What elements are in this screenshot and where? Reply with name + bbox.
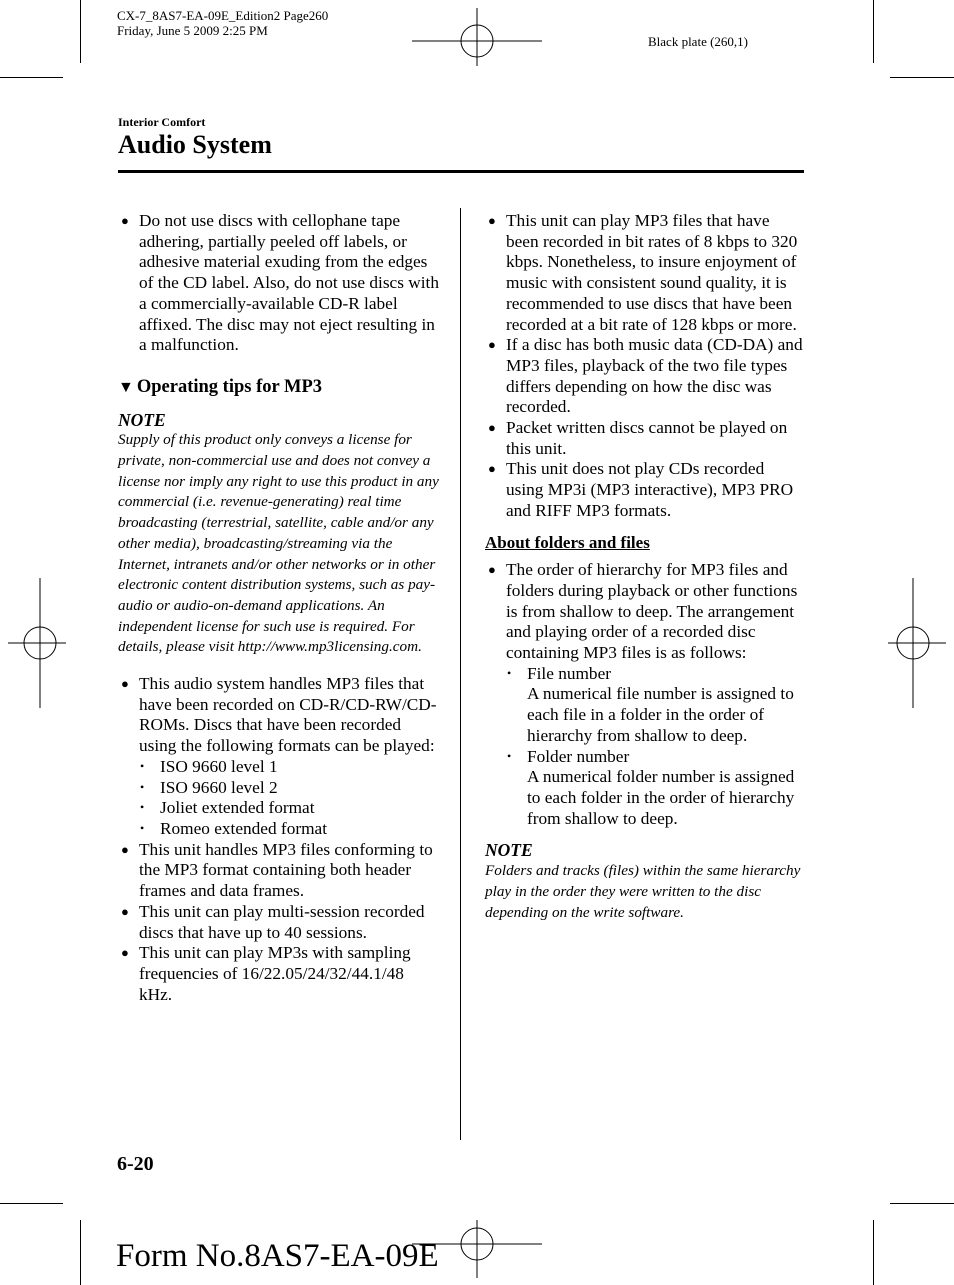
list-item xyxy=(118,943,440,1005)
bullet-text: This audio system handles MP3 files that have been recorded on CD-R/CD-RW/CD-ROMs. Discs that have been recorded using the following formats can be played: xyxy=(139,674,437,756)
format-text: Romeo extended format xyxy=(160,818,327,838)
left-column xyxy=(118,211,440,1005)
note-title: NOTE xyxy=(485,840,533,861)
bullet-text: The order of hierarchy for MP3 files and folders during playback or other functions is from shallow to deep. The arrangement and playing order of a recorded disc containing MP3 files is as follows: xyxy=(506,560,798,663)
sub-list-item xyxy=(485,664,805,685)
file-info-line1: CX-7_8AS7-EA-09E_Edition2 Page260 xyxy=(117,8,329,23)
crop-mark xyxy=(80,1220,81,1285)
crop-mark xyxy=(890,1203,954,1204)
registration-mark-icon xyxy=(8,578,66,708)
small-bullet-icon: • xyxy=(140,758,145,773)
bullet-icon: ● xyxy=(488,420,496,436)
bullet-icon: ● xyxy=(121,676,129,692)
list-item xyxy=(485,418,805,459)
right-column xyxy=(485,211,805,923)
list-item xyxy=(118,840,440,902)
list-item xyxy=(485,560,805,664)
page-title: Audio System xyxy=(118,130,272,159)
bullet-icon: ● xyxy=(488,337,496,353)
plate-label: Black plate (260,1) xyxy=(648,34,748,49)
sub-item-description: A numerical folder number is assigned to each folder in the order of hierarchy from shallow to deep. xyxy=(527,767,795,828)
file-info xyxy=(117,8,328,38)
format-text: ISO 9660 level 1 xyxy=(160,756,278,776)
bullet-text: This unit can play multi-session recorded discs that have up to 40 sessions. xyxy=(139,901,425,942)
bullet-text: This unit can play MP3s with sampling frequencies of 16/22.05/24/32/44.1/48 kHz. xyxy=(139,943,411,1004)
registration-mark-icon xyxy=(888,578,946,708)
bullet-icon: ● xyxy=(121,841,129,857)
list-item xyxy=(485,459,805,521)
bullet-text: This unit can play MP3 files that have been recorded in bit rates of 8 kbps to 320 kbps. Nonetheless, to insure enjoyment of music with consistent sound quality, it is recommended to use discs that have been recorded at a bit rate of 128 kbps or more. xyxy=(506,211,798,334)
format-text: Joliet extended format xyxy=(160,798,315,818)
list-item xyxy=(118,674,440,757)
subsection-heading: About folders and files xyxy=(485,532,650,552)
form-number: Form No.8AS7-EA-09E xyxy=(116,1238,439,1274)
bullet-icon: ● xyxy=(121,945,129,961)
small-bullet-icon: • xyxy=(140,779,145,794)
sub-list-item xyxy=(118,798,440,819)
list-item xyxy=(485,335,805,418)
crop-mark xyxy=(890,77,954,78)
title-rule xyxy=(118,170,804,173)
small-bullet-icon: • xyxy=(507,665,512,680)
bullet-text: If a disc has both music data (CD-DA) and MP3 files, playback of the two file types differs depending on how the disc was recorded. xyxy=(506,335,803,417)
sub-item-label: File number xyxy=(527,663,611,683)
crop-mark xyxy=(873,0,874,63)
bullet-icon: ● xyxy=(488,213,496,228)
bullet-icon: ● xyxy=(121,903,129,919)
bullet-icon: ● xyxy=(488,562,496,578)
bullet-text: Packet written discs cannot be played on this unit. xyxy=(506,418,788,458)
bullet-icon: ● xyxy=(488,461,496,477)
section-label: Interior Comfort xyxy=(118,115,206,129)
section-heading xyxy=(118,377,440,399)
file-info-line2: Friday, June 5 2009 2:25 PM xyxy=(117,23,268,38)
sub-list-item xyxy=(485,747,805,768)
small-bullet-icon: • xyxy=(140,800,145,815)
sub-list-item xyxy=(118,757,440,778)
sub-list-item xyxy=(118,778,440,799)
crop-mark xyxy=(0,77,63,78)
small-bullet-icon: • xyxy=(140,820,145,835)
column-divider xyxy=(460,208,461,1140)
list-item xyxy=(118,902,440,943)
bullet-text: This unit does not play CDs recorded using MP3i (MP3 interactive), MP3 PRO and RIFF MP3 formats. xyxy=(506,459,794,520)
note-body: Folders and tracks (files) within the same hierarchy play in the order they were written to the disc depending on the write software. xyxy=(485,862,801,921)
note-body: Supply of this product only conveys a license for private, non-commercial use and does not convey a license nor imply any right to use this product in any commercial (i.e. revenue-generating) real time broadcasting (terrestrial, satellite, cable and/or any other media), broadcasting/streaming via the Internet, intranets and/or other networks or in other electronic content distribution systems, such as pay-audio or audio-on-demand applications. An independent license for such use is required. For details, please visit http://www.mp3licensing.com. xyxy=(118,431,439,656)
crop-mark xyxy=(873,1220,874,1285)
list-item xyxy=(485,211,805,335)
bullet-icon: ● xyxy=(121,213,129,228)
list-item xyxy=(118,211,440,356)
sub-list-item xyxy=(118,819,440,840)
section-heading-text: Operating tips for MP3 xyxy=(136,376,322,397)
bullet-text: Do not use discs with cellophane tape adhering, partially peeled off labels, or adhesive material exuding from the edges of the CD label. Also, do not use discs with a commercially-available CD-R label affixed. The disc may not eject resulting in a malfunction. xyxy=(139,211,439,355)
format-text: ISO 9660 level 2 xyxy=(160,777,278,797)
crop-mark xyxy=(0,1203,63,1204)
registration-mark-icon xyxy=(412,8,542,66)
small-bullet-icon: • xyxy=(507,748,512,763)
bullet-text: This unit handles MP3 files conforming to the MP3 format containing both header frames and data frames. xyxy=(139,839,433,901)
sub-item-description: A numerical file number is assigned to each file in a folder in the order of hierarchy from shallow to deep. xyxy=(527,684,794,745)
sub-item-label: Folder number xyxy=(527,746,630,766)
page-number: 6-20 xyxy=(117,1153,154,1175)
crop-mark xyxy=(80,0,81,63)
note-title: NOTE xyxy=(118,409,166,430)
triangle-down-icon: ▼ xyxy=(118,378,134,396)
